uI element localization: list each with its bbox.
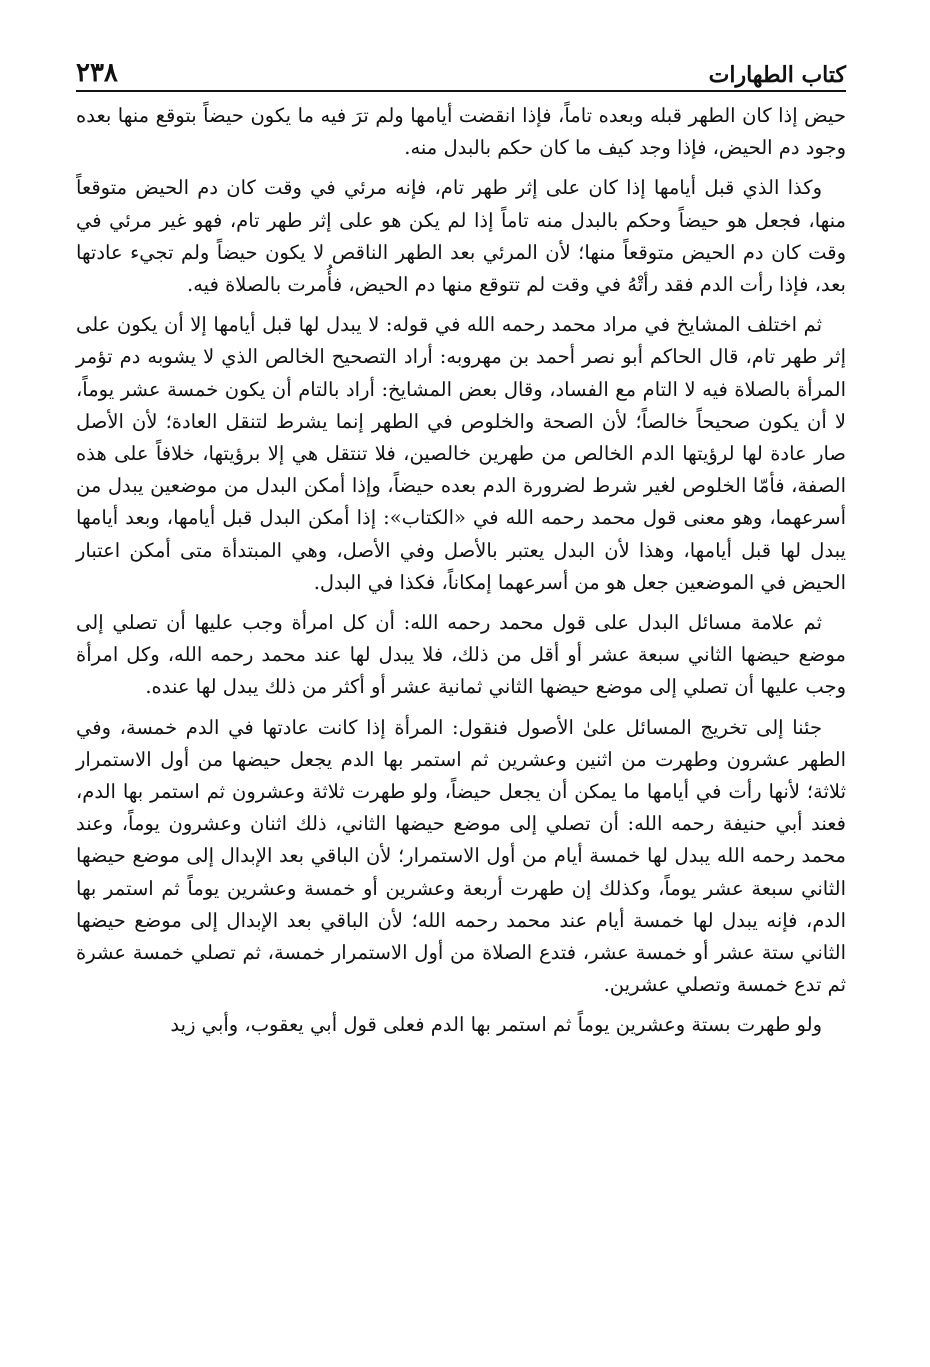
paragraph: ثم اختلف المشايخ في مراد محمد رحمه الله في قوله: لا يبدل لها قبل أيامها إلا أن يكون على إثر طهر تام، قال الحاكم أبو نصر أحمد بن مهروبه: أراد التصحيح الخالص الذي لا يشوبه دم تؤمر المرأة بالصلاة فيه لا التام مع الفساد، وقال بعض المشايخ: أراد بالتام أن يكون خمسة عشر يوماً، لا أن يكون صحيحاً خالصاً؛ لأن الصحة والخلوص في الطهر إنما يشرط لتنقل العادة؛ لأن الأصل صار عادة لها لرؤيتها الدم الخالص من طهرين خالصين، فلا تنتقل هي إلا برؤيتها، خلافاً على هذه الصفة، فأمّا الخلوص لغير شرط لضرورة الدم بعده حيضاً، وإذا أمكن البدل من موضعين يبدل من أسرعهما، وهو معنى قول محمد رحمه الله في «الكتاب»: إذا أمكن البدل قبل أيامها، وبعد أيامها يبدل لها قبل أيامها، وهذا لأن البدل يعتبر بالأصل وفي الأصل، وهي المبتدأة متى أمكن اعتبار الحيض في الموضعين جعل هو من أسرعهما إمكاناً، فكذا في البدل. [76, 313, 847, 594]
paragraph: ولو طهرت بستة وعشرين يوماً ثم استمر بها الدم فعلى قول أبي يعقوب، وأبي زيد [170, 1013, 822, 1037]
paragraph: ثم علامة مسائل البدل على قول محمد رحمه الله: أن كل امرأة وجب عليها أن تصلي إلى موضع حيضها الثاني سبعة عشر أو أقل من ذلك، فلا يبدل لها عند محمد رحمه الله، وكل امرأة وجب عليها أن تصلي إلى موضع حيضها الثاني ثمانية عشر أو أكثر من ذلك يبدل لها عنده. [76, 611, 846, 699]
paragraph: حيض إذا كان الطهر قبله وبعده تاماً، فإذا انقضت أيامها ولم ترَ فيه ما يكون حيضاً بتوقع منها بعده وجود دم الحيض، فإذا وجد كيف ما كان حكم بالبدل منه. [76, 104, 846, 160]
body-text [76, 100, 846, 1042]
book-page [76, 50, 846, 1350]
paragraph: جئنا إلى تخريج المسائل علىٰ الأصول فنقول: المرأة إذا كانت عادتها في الدم خمسة، وفي الطهر عشرون وطهرت من اثنين وعشرين ثم استمر بها الدم يجعل حيضها من أول الاستمرار ثلاثة؛ لأنها رأت في أيامها ما يمكن أن يجعل حيضاً، ولو طهرت ثلاثة وعشرون ثم استمر بها الدم، فعند أبي حنيفة رحمه الله: أن تصلي إلى موضع حيضها الثاني، ذلك اثنان وعشرون يوماً، وعند محمد رحمه الله يبدل لها خمسة أيام من أول الاستمرار؛ لأن الباقي بعد الإبدال إلى موضع حيضها الثاني سبعة عشر يوماً، وكذلك إن طهرت أربعة وعشرين أو خمسة وعشرين يوماً ثم استمر بها الدم، فإنه يبدل لها خمسة أيام عند محمد رحمه الله؛ لأن الباقي بعد الإبدال إلى موضع حيضها الثاني ستة عشر أو خمسة عشر، فتدع الصلاة من أول الاستمرار خمسة، ثم تصلي خمسة عشرة ثم تدع خمسة وتصلي عشرين. [76, 715, 846, 997]
page-header [76, 50, 846, 92]
running-title: كتاب الطهارات [708, 62, 846, 88]
paragraph: وكذا الذي قبل أيامها إذا كان على إثر طهر تام، فإنه مرئي في وقت كان دم الحيض متوقعاً منها، فجعل هو حيضاً وحكم بالبدل منه تاماً إذا لم يكن هو على إثر طهر تام، فهو غير مرئي في وقت كان دم الحيض متوقعاً منها؛ لأن المرئي بعد الطهر الناقص لا يكون حيضاً ولم تجيء عادتها بعد، فإذا رأت الدم فقد رأتْهُ في وقت لم تتوقع منها دم الحيض، فأُمرت بالصلاة فيه. [76, 176, 846, 297]
page-number: ٢٣٨ [76, 58, 118, 88]
